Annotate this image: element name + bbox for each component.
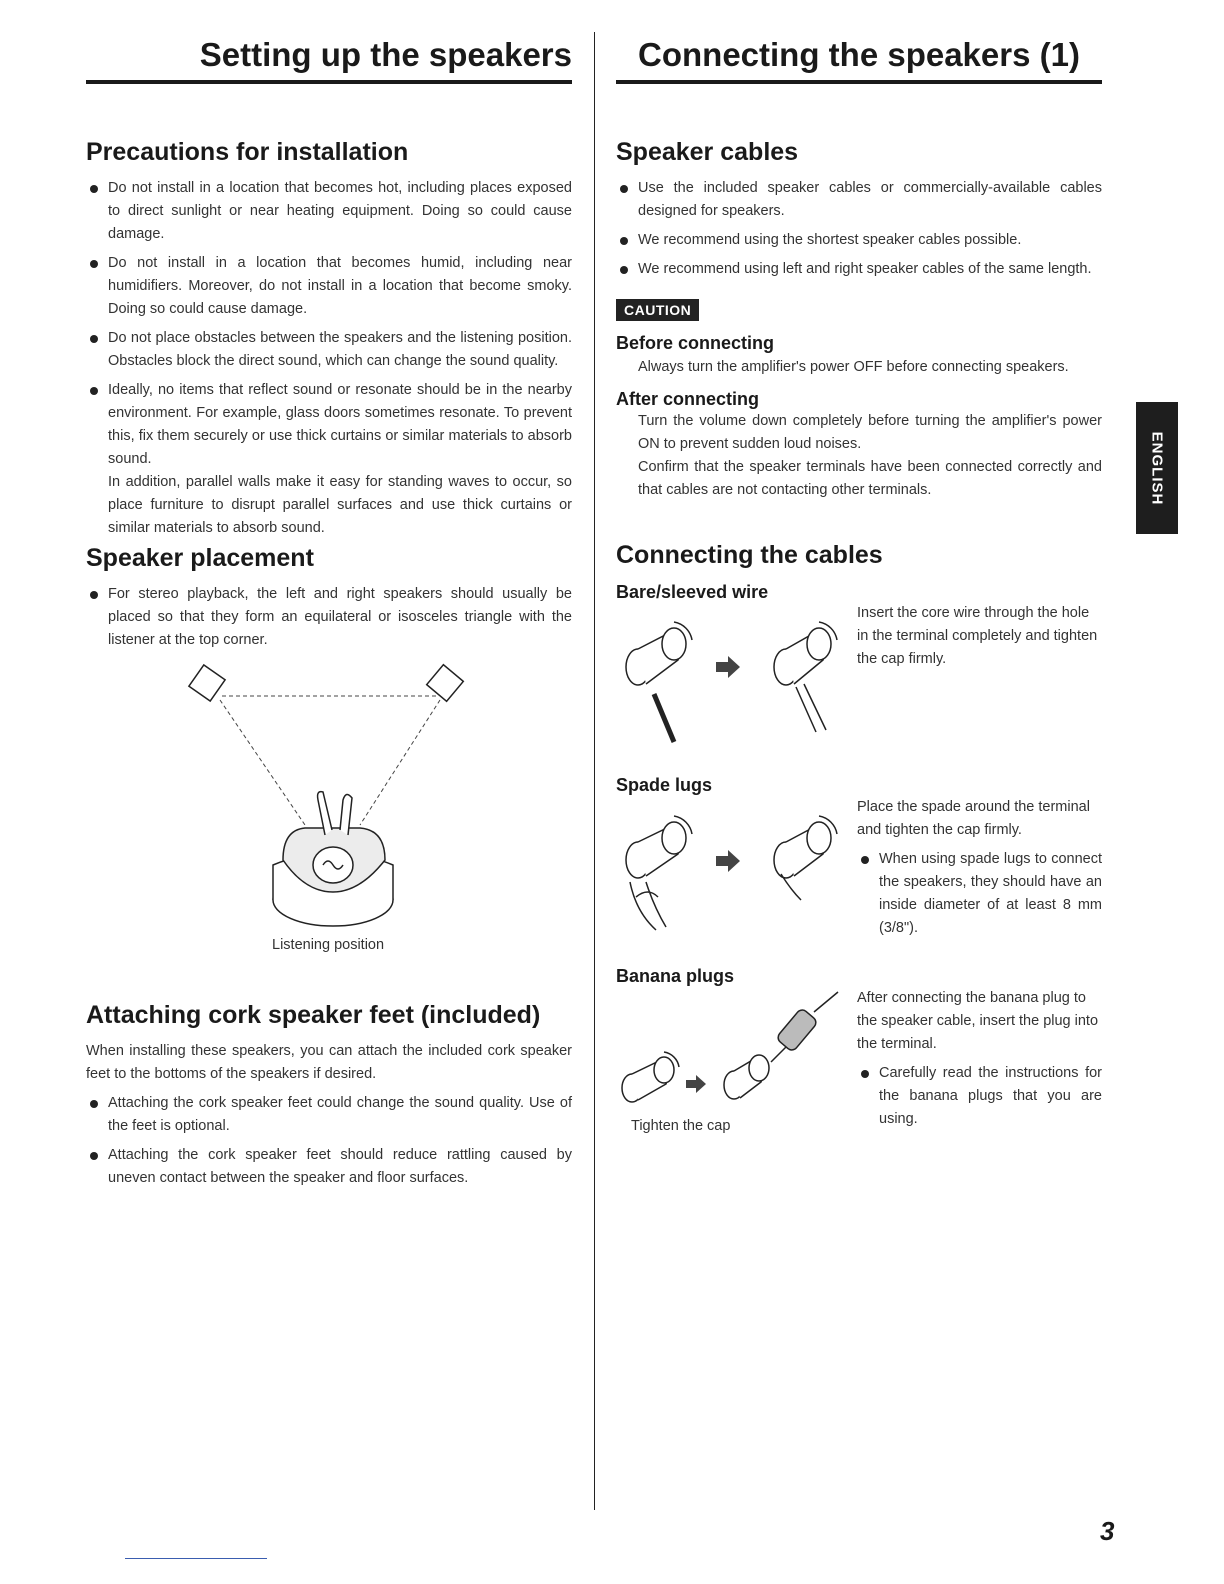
list-item: We recommend using left and right speaker cables of the same length. (616, 258, 1102, 281)
spade-heading: Spade lugs (616, 775, 713, 795)
listener-icon (273, 792, 393, 926)
list-item: Do not place obstacles between the speakers and the listening position. Obstacles block the direct sound, which can change the sound quality. (86, 327, 572, 373)
tighten-cap-caption: Tighten the cap (631, 1118, 731, 1134)
banana-list (857, 1062, 1102, 1131)
banana-plug-diagram (616, 990, 856, 1110)
caution-section (616, 299, 1102, 502)
dashed-line-left (220, 700, 305, 825)
banana-text-block (857, 987, 1102, 1137)
placement-heading: Speaker placement (86, 544, 314, 572)
precautions-list (86, 177, 572, 471)
cables-section (616, 138, 1102, 287)
list-item: Do not install in a location that becomes humid, including near humidifiers. Moreover, do not install in a location that become smoky. Doing so could cause damage. (86, 252, 572, 321)
spade-text-block (857, 796, 1102, 946)
after-connecting-text-2: Confirm that the speaker terminals have been connected correctly and that cables are not contacting other terminals. (638, 459, 1102, 498)
list-item: Use the included speaker cables or commercially-available cables designed for speakers. (616, 177, 1102, 223)
cork-intro: When installing these speakers, you can attach the included cork speaker feet to the bottoms of the speakers if desired. (86, 1043, 572, 1082)
banana-text: After connecting the banana plug to the speaker cable, insert the plug into the terminal. (857, 990, 1099, 1052)
arrow-right-icon (686, 1075, 706, 1093)
list-item: When using spade lugs to connect the speakers, they should have an inside diameter of at least 8 mm (3/8"). (857, 848, 1102, 940)
list-item: We recommend using the shortest speaker cables possible. (616, 229, 1102, 252)
terminal-icon (626, 622, 692, 685)
cork-list (86, 1092, 572, 1190)
bare-wire-heading: Bare/sleeved wire (616, 582, 769, 602)
list-item: Attaching the cork speaker feet should reduce rattling caused by uneven contact between the speaker and floor surfaces. (86, 1144, 572, 1190)
column-divider (594, 32, 595, 1510)
connecting-section (616, 541, 1102, 603)
placement-list (86, 583, 572, 652)
bare-wire-diagram (616, 612, 846, 747)
precautions-heading: Precautions for installation (86, 138, 409, 166)
cork-heading: Attaching cork speaker feet (included) (86, 1001, 541, 1029)
list-item: For stereo playback, the left and right speakers should usually be placed so that they form an equilateral or isosceles triangle with the listener at the top corner. (86, 583, 572, 652)
list-item: Attaching the cork speaker feet could change the sound quality. Use of the feet is optional. (86, 1092, 572, 1138)
bottom-rule (125, 1558, 267, 1559)
language-tab-label: ENGLISH (1148, 431, 1166, 505)
left-speaker-icon (189, 665, 225, 701)
page-number: 3 (1100, 1516, 1115, 1546)
bare-wire-text: Insert the core wire through the hole in the terminal completely and tighten the cap firmly. (857, 605, 1098, 667)
after-connecting-heading: After connecting (616, 389, 760, 409)
terminal-with-plug-icon (724, 992, 838, 1099)
language-tab (1136, 402, 1178, 534)
after-connecting-text-1: Turn the volume down completely before turning the amplifier's power ON to prevent sudden loud noises. (638, 413, 1102, 452)
list-item: Ideally, no items that reflect sound or resonate should be in the nearby environment. For example, glass doors sometimes resonate. To prevent this, fix them securely or use thick curtains or similar materials to absorb sound. (86, 379, 572, 471)
cables-heading: Speaker cables (616, 138, 799, 166)
banana-section (616, 966, 734, 987)
precautions-extra: In addition, parallel walls make it easy for standing waves to occur, so place furniture to disrupt parallel surfaces and use thick curtains or similar materials to absorb sound. (108, 474, 572, 536)
terminal-icon (622, 1052, 679, 1102)
terminal-icon (626, 816, 692, 930)
arrow-right-icon (716, 656, 740, 678)
precautions-section (86, 138, 572, 540)
caution-badge: CAUTION (616, 299, 699, 321)
placement-section (86, 544, 572, 658)
cork-section (86, 1001, 572, 1196)
banana-heading: Banana plugs (616, 966, 735, 986)
spade-list (857, 848, 1102, 940)
before-connecting-text: Always turn the amplifier's power OFF before connecting speakers. (638, 359, 1069, 375)
connecting-heading: Connecting the cables (616, 541, 883, 569)
list-item: Carefully read the instructions for the banana plugs that you are using. (857, 1062, 1102, 1131)
spade-lug-diagram (616, 812, 846, 937)
list-item: Do not install in a location that becomes hot, including places exposed to direct sunlight or near heating equipment. Doing so could cause damage. (86, 177, 572, 246)
terminal-connected-icon (774, 816, 837, 900)
dashed-line-right (360, 700, 440, 825)
before-connecting-heading: Before connecting (616, 333, 775, 353)
right-page-title: Connecting the speakers (1) (616, 36, 1102, 84)
cables-list (616, 177, 1102, 281)
spade-text: Place the spade around the terminal and tighten the cap firmly. (857, 799, 1090, 838)
wire-icon (654, 694, 674, 742)
spade-section (616, 775, 712, 796)
speaker-placement-diagram (180, 660, 490, 940)
left-page-title: Setting up the speakers (86, 36, 572, 84)
terminal-connected-icon (774, 622, 837, 732)
arrow-right-icon (716, 850, 740, 872)
listening-position-caption: Listening position (272, 937, 385, 953)
